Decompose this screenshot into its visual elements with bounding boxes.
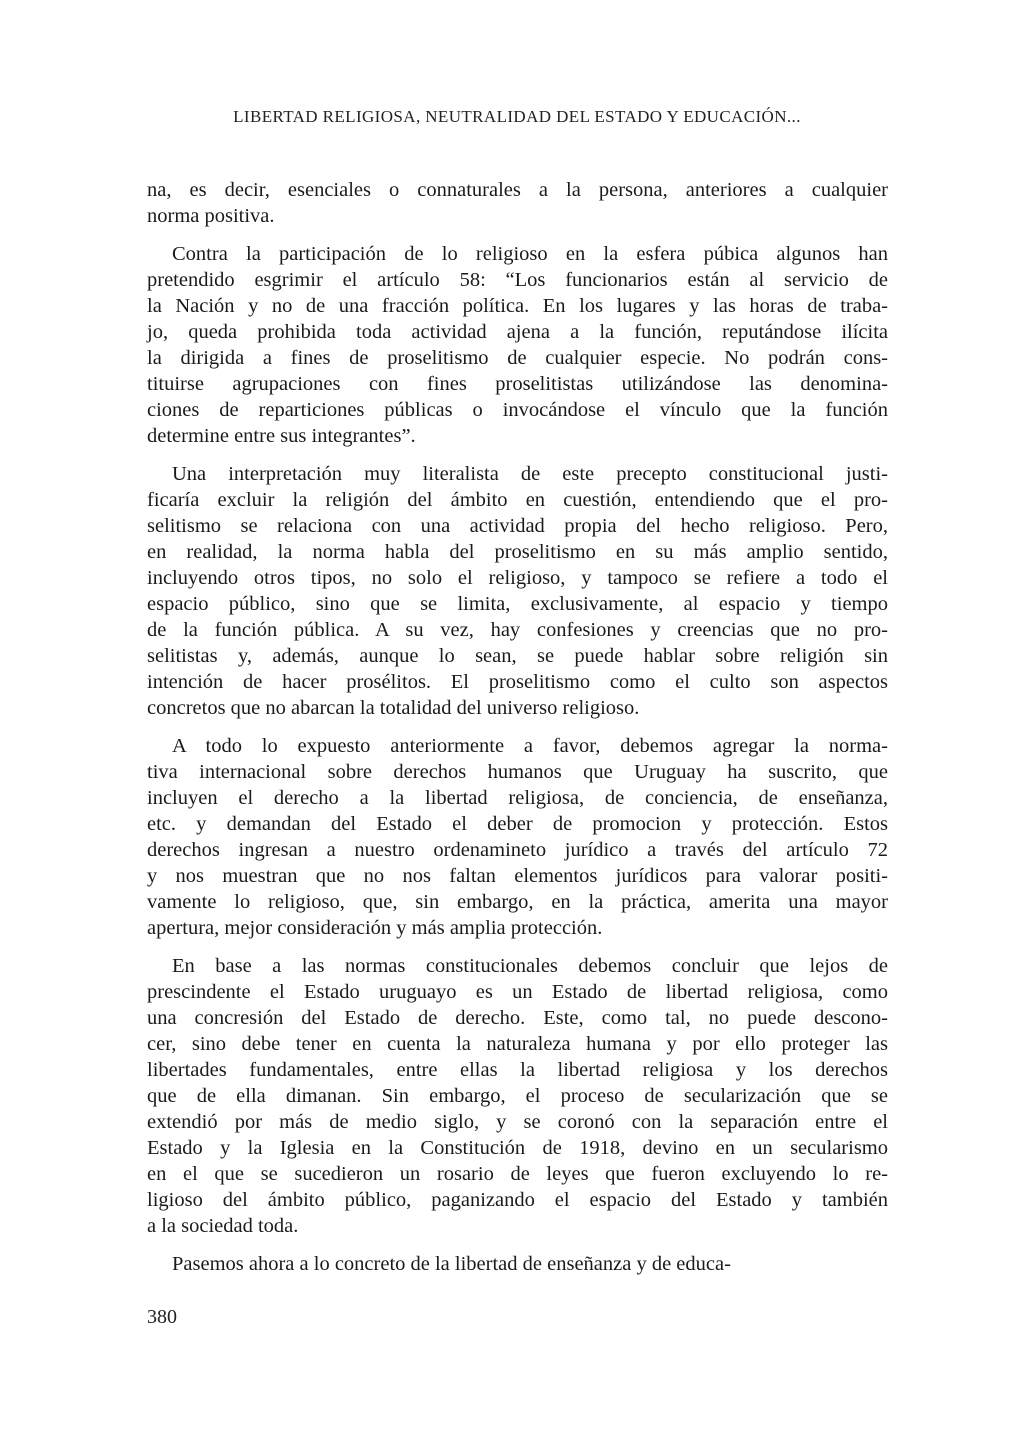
text-line: vamente lo religioso, que, sin embargo, en la práctica, amerita una mayor bbox=[147, 891, 888, 913]
text-line: A todo lo expuesto anteriormente a favor, debemos agregar la norma- bbox=[172, 735, 888, 757]
text-line: incluyendo otros tipos, no solo el religioso, y tampoco se refiere a todo el bbox=[147, 567, 888, 589]
text-line: cer, sino debe tener en cuenta la naturaleza humana y por ello proteger las bbox=[147, 1033, 888, 1055]
text-line: prescindente el Estado uruguayo es un Estado de libertad religiosa, como bbox=[147, 981, 888, 1003]
text-line: determine entre sus integrantes”. bbox=[147, 425, 416, 447]
text-line: Una interpretación muy literalista de este precepto constitucional justi- bbox=[172, 463, 888, 485]
text-line: de la función pública. A su vez, hay confesiones y creencias que no pro- bbox=[147, 619, 888, 641]
text-line: selitismo se relaciona con una actividad propia del hecho religioso. Pero, bbox=[147, 515, 888, 537]
paragraph bbox=[147, 461, 888, 721]
text-line: y nos muestran que no nos faltan elementos jurídicos para valorar positi- bbox=[147, 865, 888, 887]
text-line: espacio público, sino que se limita, exclusivamente, al espacio y tiempo bbox=[147, 593, 888, 615]
text-line: concretos que no abarcan la totalidad del universo religioso. bbox=[147, 697, 640, 719]
text-line: en realidad, la norma habla del proselitismo en su más amplio sentido, bbox=[147, 541, 888, 563]
text-line: libertades fundamentales, entre ellas la libertad religiosa y los derechos bbox=[147, 1059, 888, 1081]
page-number: 380 bbox=[147, 1306, 177, 1328]
text-line: una concresión del Estado de derecho. Este, como tal, no puede descono- bbox=[147, 1007, 888, 1029]
text-line: na, es decir, esenciales o connaturales a la persona, anteriores a cualquier bbox=[147, 179, 888, 201]
text-line: que de ella dimanan. Sin embargo, el proceso de secularización que se bbox=[147, 1085, 888, 1107]
text-line: extendió por más de medio siglo, y se coronó con la separación entre el bbox=[147, 1111, 888, 1133]
paragraph bbox=[147, 1251, 888, 1277]
text-line: incluyen el derecho a la libertad religiosa, de conciencia, de enseñanza, bbox=[147, 787, 888, 809]
text-line: jo, queda prohibida toda actividad ajena a la función, reputándose ilícita bbox=[147, 321, 888, 343]
text-line: ciones de reparticiones públicas o invocándose el vínculo que la función bbox=[147, 399, 888, 421]
text-block bbox=[147, 177, 888, 1277]
text-line: apertura, mejor consideración y más amplia protección. bbox=[147, 917, 603, 939]
running-header-title: LIBERTAD RELIGIOSA, NEUTRALIDAD DEL ESTADO Y EDUCACIÓN... bbox=[233, 107, 801, 126]
text-line: la dirigida a fines de proselitismo de cualquier especie. No podrán cons- bbox=[147, 347, 888, 369]
text-line: la Nación y no de una fracción política. En los lugares y las horas de traba- bbox=[147, 295, 888, 317]
text-line: tiva internacional sobre derechos humanos que Uruguay ha suscrito, que bbox=[147, 761, 888, 783]
paragraph bbox=[147, 241, 888, 449]
text-line: a la sociedad toda. bbox=[147, 1215, 299, 1237]
text-line: ficaría excluir la religión del ámbito en cuestión, entendiendo que el pro- bbox=[147, 489, 888, 511]
text-line: etc. y demandan del Estado el deber de promocion y protección. Estos bbox=[147, 813, 888, 835]
paragraph bbox=[147, 177, 888, 229]
paragraph bbox=[147, 733, 888, 941]
text-line: ligioso del ámbito público, paganizando el espacio del Estado y también bbox=[147, 1189, 888, 1211]
text-line: Contra la participación de lo religioso en la esfera púbica algunos han bbox=[172, 243, 888, 265]
text-line: intención de hacer prosélitos. El proselitismo como el culto son aspectos bbox=[147, 671, 888, 693]
text-line: selitistas y, además, aunque lo sean, se puede hablar sobre religión sin bbox=[147, 645, 888, 667]
text-line: en el que se sucedieron un rosario de leyes que fueron excluyendo lo re- bbox=[147, 1163, 888, 1185]
text-line: tituirse agrupaciones con fines proselitistas utilizándose las denomina- bbox=[147, 373, 888, 395]
text-line: En base a las normas constitucionales debemos concluir que lejos de bbox=[172, 955, 888, 977]
text-line: Pasemos ahora a lo concreto de la libertad de enseñanza y de educa- bbox=[172, 1253, 731, 1275]
paragraph bbox=[147, 953, 888, 1239]
text-line: pretendido esgrimir el artículo 58: “Los funcionarios están al servicio de bbox=[147, 269, 888, 291]
text-line: Estado y la Iglesia en la Constitución de 1918, devino en un secularismo bbox=[147, 1137, 888, 1159]
text-line: norma positiva. bbox=[147, 205, 275, 227]
text-line: derechos ingresan a nuestro ordenamineto jurídico a través del artículo 72 bbox=[147, 839, 888, 861]
